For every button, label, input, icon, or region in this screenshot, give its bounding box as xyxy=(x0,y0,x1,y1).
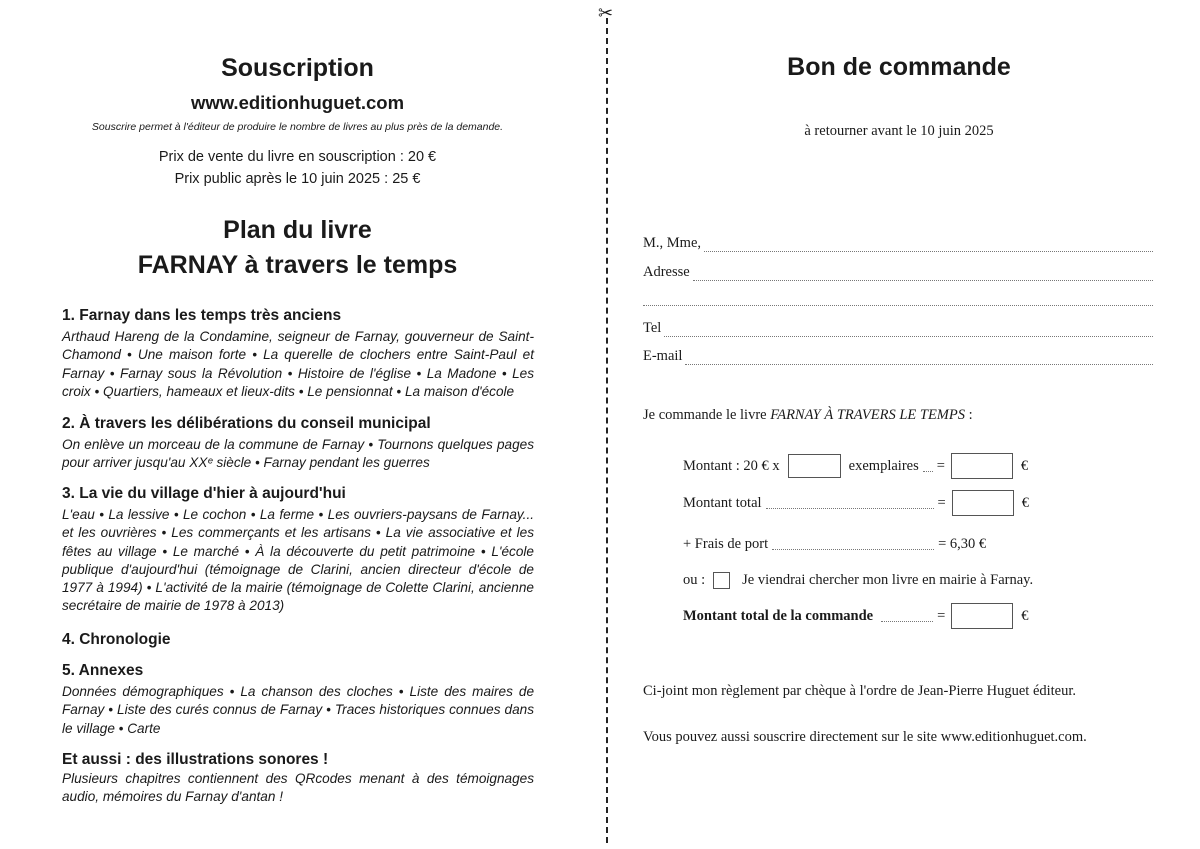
section-body: On enlève un morceau de la commune de Farnay • Tournons quelques pages pour arriver jusqu'au XXᵉ siècle • Farnay pendant les guerres xyxy=(62,437,534,471)
subscription-note: Souscrire permet à l'éditeur de produire le nombre de livres au plus près de la demande. xyxy=(91,121,504,133)
section-extra xyxy=(62,750,534,807)
email-field[interactable] xyxy=(643,348,1153,365)
shipping-row xyxy=(683,531,986,557)
shipping-value: = 6,30 € xyxy=(938,535,987,552)
section-2 xyxy=(62,414,534,473)
total-label: Montant total xyxy=(683,494,762,511)
section-heading: 2. À travers les délibérations du conseil municipal xyxy=(62,415,431,432)
scissors-icon: ✂ xyxy=(598,3,614,23)
tel-field[interactable] xyxy=(643,320,1153,337)
or-label: ou : xyxy=(683,571,706,588)
section-heading: 3. La vie du village d'hier à aujourd'hui xyxy=(62,485,346,502)
section-1 xyxy=(62,306,534,401)
pickup-label: Je viendrai chercher mon livre en mairie à Farnay. xyxy=(742,571,1034,588)
name-field[interactable] xyxy=(643,235,1153,252)
tel-label: Tel xyxy=(643,320,662,336)
exemplaires-label: exemplaires xyxy=(848,457,919,474)
equals: = xyxy=(937,494,946,511)
pickup-checkbox[interactable] xyxy=(713,572,730,589)
address-label: Adresse xyxy=(643,264,690,280)
montant-label: Montant : 20 € x xyxy=(683,457,780,474)
online-note: Vous pouvez aussi souscrire directement sur le site www.editionhuguet.com. xyxy=(643,729,1087,745)
address-field[interactable] xyxy=(643,264,1153,281)
section-heading: 4. Chronologie xyxy=(62,631,171,648)
order-text: Je commande le livre xyxy=(643,407,767,423)
section-4 xyxy=(62,630,534,650)
grand-total-label: Montant total de la commande xyxy=(683,607,874,624)
price-public: Prix public après le 10 juin 2025 : 25 € xyxy=(174,171,421,187)
grand-total-row xyxy=(683,603,1029,629)
section-heading: Et aussi : des illustrations sonores ! xyxy=(62,751,329,768)
total-row xyxy=(683,490,1029,516)
book-title: FARNAY à travers le temps xyxy=(137,251,458,279)
section-body: Données démographiques • La chanson des cloches • Liste des maires de Farnay • Liste des curés connus de Farnay • Traces historiques connues dans le village • Carte xyxy=(62,684,534,736)
equals: = xyxy=(936,457,945,474)
website: www.editionhuguet.com xyxy=(190,92,405,113)
order-statement xyxy=(643,407,1153,424)
section-heading: 5. Annexes xyxy=(62,662,144,679)
quantity-input[interactable] xyxy=(788,454,841,478)
deadline: à retourner avant le 10 juin 2025 xyxy=(804,123,994,139)
section-5 xyxy=(62,661,534,738)
order-book-title: FARNAY À TRAVERS LE TEMPS xyxy=(770,407,965,423)
souscription-title: Souscription xyxy=(221,54,374,82)
plan-title: Plan du livre xyxy=(223,216,372,244)
email-label: E-mail xyxy=(643,348,683,364)
euro: € xyxy=(1021,494,1029,511)
cut-line xyxy=(606,18,608,843)
equals: = xyxy=(937,607,946,624)
shipping-label: + Frais de port xyxy=(683,535,769,552)
section-body: Plusieurs chapitres contiennent des QRcodes menant à des témoignages audio, mémoires du Farnay d'antan ! xyxy=(62,771,534,805)
section-body: L'eau • La lessive • Le cochon • La ferme • Les ouvriers-paysans de Farnay... et les ouvrières • Les commerçants et les artisans • La vie associative et les fêtes au village • Le marché • À la découverte du petit patrimoine • L'école publique d'aujourd'hui (témoignage de Clarini, ancien directeur d'école de 1977 à 1994) • L'activité de la mairie (témoignage de Colette Clarini, ancienne secrétaire de mairie de 1978 à 2013) xyxy=(62,507,534,614)
section-heading: 1. Farnay dans les temps très anciens xyxy=(62,307,342,324)
grand-total-input[interactable] xyxy=(951,603,1013,629)
quantity-row xyxy=(683,453,1028,479)
amount-input[interactable] xyxy=(951,453,1013,479)
order-colon: : xyxy=(965,407,973,423)
pickup-row xyxy=(683,567,1033,593)
section-body: Arthaud Hareng de la Condamine, seigneur de Farnay, gouverneur de Saint-Chamond • Une maison forte • La querelle de clochers entre Saint-Paul et Farnay • Farnay sous la Révolution • Histoire de l'église • La Madone • Les croix • Quartiers, hameaux et lieux-dits • Le pensionnat • La maison d'école xyxy=(62,329,534,399)
euro: € xyxy=(1020,457,1029,474)
euro: € xyxy=(1021,607,1029,624)
name-label: M., Mme, xyxy=(643,235,701,251)
total-input[interactable] xyxy=(952,490,1014,516)
payment-note: Ci-joint mon règlement par chèque à l'ordre de Jean-Pierre Huguet éditeur. xyxy=(643,683,1077,699)
section-3 xyxy=(62,484,534,616)
price-subscription: Prix de vente du livre en souscription : 20 € xyxy=(158,149,437,165)
address-line-2-field[interactable] xyxy=(643,292,1153,306)
order-form-title: Bon de commande xyxy=(787,53,1011,81)
